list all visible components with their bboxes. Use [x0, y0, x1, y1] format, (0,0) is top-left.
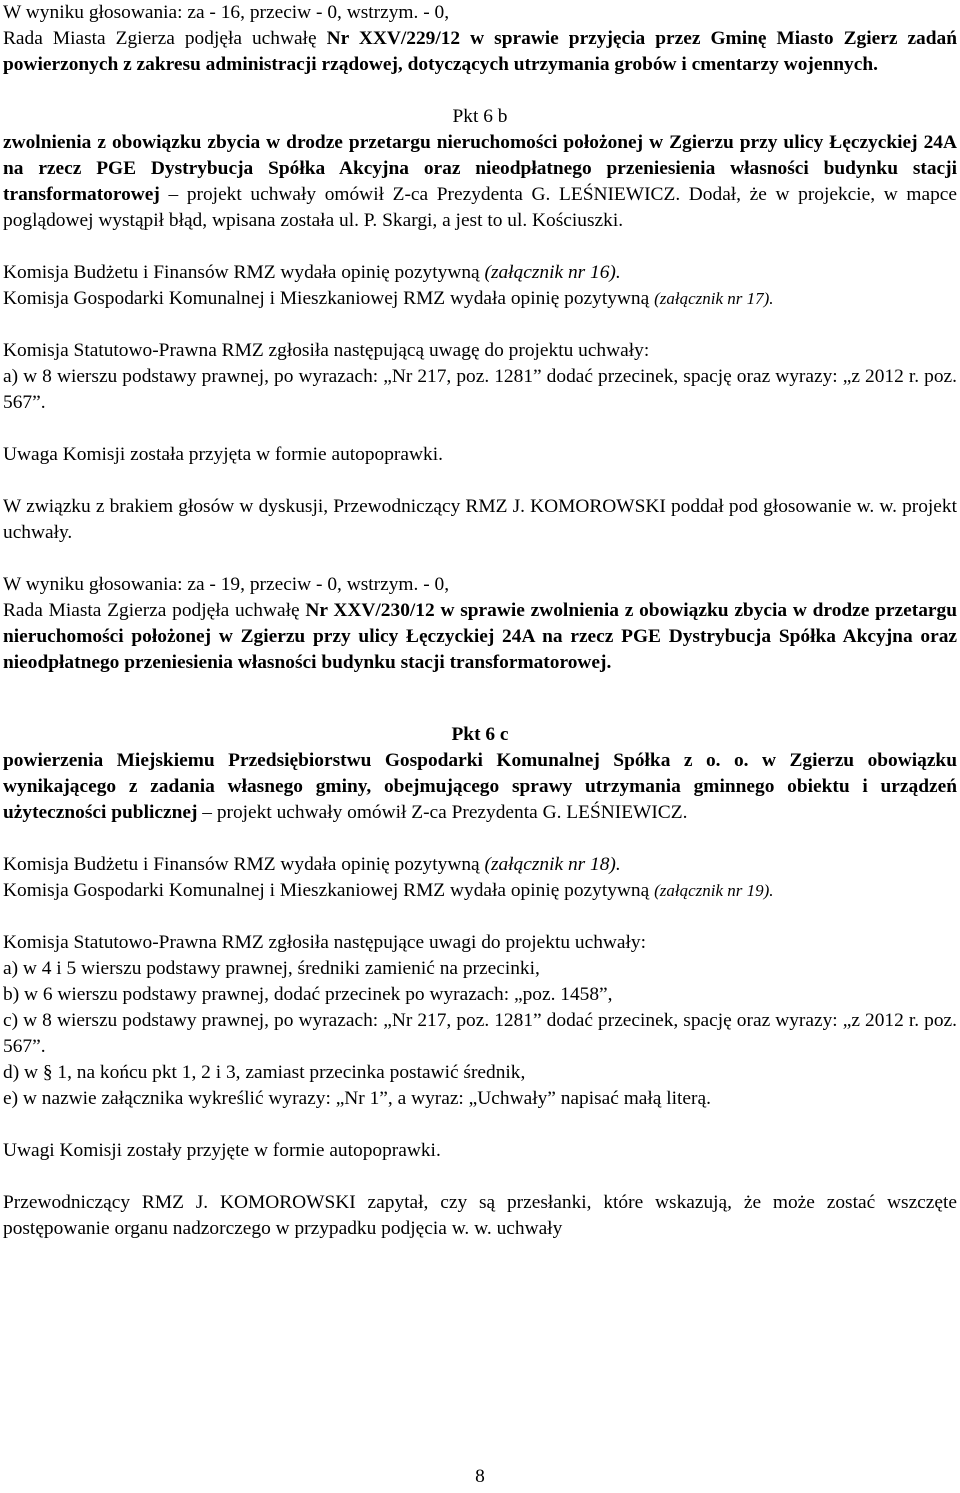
housing-opinion-6c-attachment: (załącznik nr 19). — [654, 881, 774, 900]
topic-pkt-6c-rest: – projekt uchwały omówił Z-ca Prezydenta G. LEŚNIEWICZ. — [197, 802, 688, 823]
statute-remark-intro-6b: Komisja Statutowo-Prawna RMZ zgłosiła następującą uwagę do projektu uchwały: — [3, 340, 650, 361]
budget-opinion-6c-attachment: (załącznik nr 18). — [484, 854, 621, 875]
housing-opinion-6c — [3, 878, 957, 904]
resolution-229-title: Nr XXV/229/12 w sprawie przyjęcia przez Gminę Miasto Zgierz zadań powierzonych z zakresu administracji rządowej, dotyczących utrzymania grobów i cmentarzy wojennych. — [3, 28, 958, 75]
resolution-229 — [3, 26, 957, 78]
statute-remark-6c-e: e) w nazwie załącznika wykreślić wyrazy: „Nr 1”, a wyraz: „Uchwały” napisać małą literą. — [3, 1088, 711, 1109]
remark-accepted-6b: Uwaga Komisji została przyjęta w formie autopoprawki. — [3, 444, 443, 465]
topic-pkt-6b-title: zwolnienia z obowiązku zbycia w drodze przetargu nieruchomości położonej w Zgierzu przy ulicy Łęczyckiej 24A na rzecz PGE Dystrybucja Spółka Akcyjna oraz nieodpłatnego przeniesienia własności budynku stacji transformatorowej — [3, 132, 957, 205]
statute-remark-6c-d: d) w § 1, na końcu pkt 1, 2 i 3, zamiast przecinka postawić średnik, — [3, 1062, 526, 1083]
topic-pkt-6c-title: powierzenia Miejskiemu Przedsiębiorstwu Gospodarki Komunalnej Spółka z o. o. w Zgierzu obowiązku wynikającego z zadania własnego gminy, obejmującego sprawy utrzymania gminnego obiektu i urządzeń użyteczności publicznej — [3, 750, 957, 823]
housing-opinion-6c-text: Komisja Gospodarki Komunalnej i Mieszkaniowej RMZ wydała opinię pozytywną — [3, 880, 655, 901]
document-page — [3, 0, 957, 1242]
resolution-230-intro: Rada Miasta Zgierza podjęła uchwałę — [3, 600, 306, 621]
no-discussion-6b: W związku z brakiem głosów w dyskusji, Przewodniczący RMZ J. KOMOROWSKI poddał pod głosowanie w. w. projekt uchwały. — [3, 496, 957, 543]
chairman-question: Przewodniczący RMZ J. KOMOROWSKI zapytał, czy są przesłanki, które wskazują, że może zostać wszczęte postępowanie organu nadzorczego w przypadku podjęcia w. w. uchwały — [3, 1192, 957, 1239]
topic-pkt-6b-rest: – projekt uchwały omówił Z-ca Prezydenta G. LEŚNIEWICZ. Dodał, że w projekcie, w mapce poglądowej wystąpił błąd, wpisana została ul. P. Skargi, a jest to ul. Kościuszki. — [3, 184, 957, 231]
topic-pkt-6c — [3, 748, 957, 826]
topic-pkt-6b — [3, 130, 957, 234]
housing-opinion-6b-text: Komisja Gospodarki Komunalnej i Mieszkaniowej RMZ wydała opinię pozytywną — [3, 288, 655, 309]
statute-remark-6c-c: c) w 8 wierszu podstawy prawnej, po wyrazach: „Nr 217, poz. 1281” dodać przecinek, spację oraz wyrazy: „z 2012 r. poz. 567”. — [3, 1010, 957, 1057]
vote-result-1: W wyniku głosowania: za - 16, przeciw - 0, wstrzym. - 0, — [3, 2, 450, 23]
resolution-229-intro: Rada Miasta Zgierza podjęła uchwałę — [3, 28, 327, 49]
budget-opinion-6b-attachment: (załącznik nr 16). — [484, 262, 621, 283]
heading-pkt-6b: Pkt 6 b — [452, 106, 508, 127]
budget-opinion-6b-text: Komisja Budżetu i Finansów RMZ wydała opinię pozytywną — [3, 262, 485, 283]
budget-opinion-6b — [3, 260, 957, 286]
statute-remark-6c-b: b) w 6 wierszu podstawy prawnej, dodać przecinek po wyrazach: „poz. 1458”, — [3, 984, 613, 1005]
vote-result-2: W wyniku głosowania: za - 19, przeciw - 0, wstrzym. - 0, — [3, 574, 450, 595]
resolution-230 — [3, 598, 957, 676]
budget-opinion-6c — [3, 852, 957, 878]
remarks-accepted-6c: Uwagi Komisji zostały przyjęte w formie autopoprawki. — [3, 1140, 441, 1161]
housing-opinion-6b-attachment: (załącznik nr 17). — [654, 289, 774, 308]
resolution-230-title: Nr XXV/230/12 w sprawie zwolnienia z obowiązku zbycia w drodze przetargu nieruchomości położonej w Zgierzu przy ulicy Łęczyckiej 24A na rzecz PGE Dystrybucja Spółka Akcyjna oraz nieodpłatnego przeniesienia własności budynku stacji transformatorowej. — [3, 600, 957, 673]
heading-pkt-6c: Pkt 6 c — [451, 724, 509, 745]
housing-opinion-6b — [3, 286, 957, 312]
budget-opinion-6c-text: Komisja Budżetu i Finansów RMZ wydała opinię pozytywną — [3, 854, 485, 875]
statute-remark-6c-a: a) w 4 i 5 wierszu podstawy prawnej, średniki zamienić na przecinki, — [3, 958, 540, 979]
statute-remark-intro-6c: Komisja Statutowo-Prawna RMZ zgłosiła następujące uwagi do projektu uchwały: — [3, 932, 646, 953]
statute-remark-6b-a: a) w 8 wierszu podstawy prawnej, po wyrazach: „Nr 217, poz. 1281” dodać przecinek, spację oraz wyrazy: „z 2012 r. poz. 567”. — [3, 366, 957, 413]
page-number: 8 — [475, 1466, 485, 1487]
